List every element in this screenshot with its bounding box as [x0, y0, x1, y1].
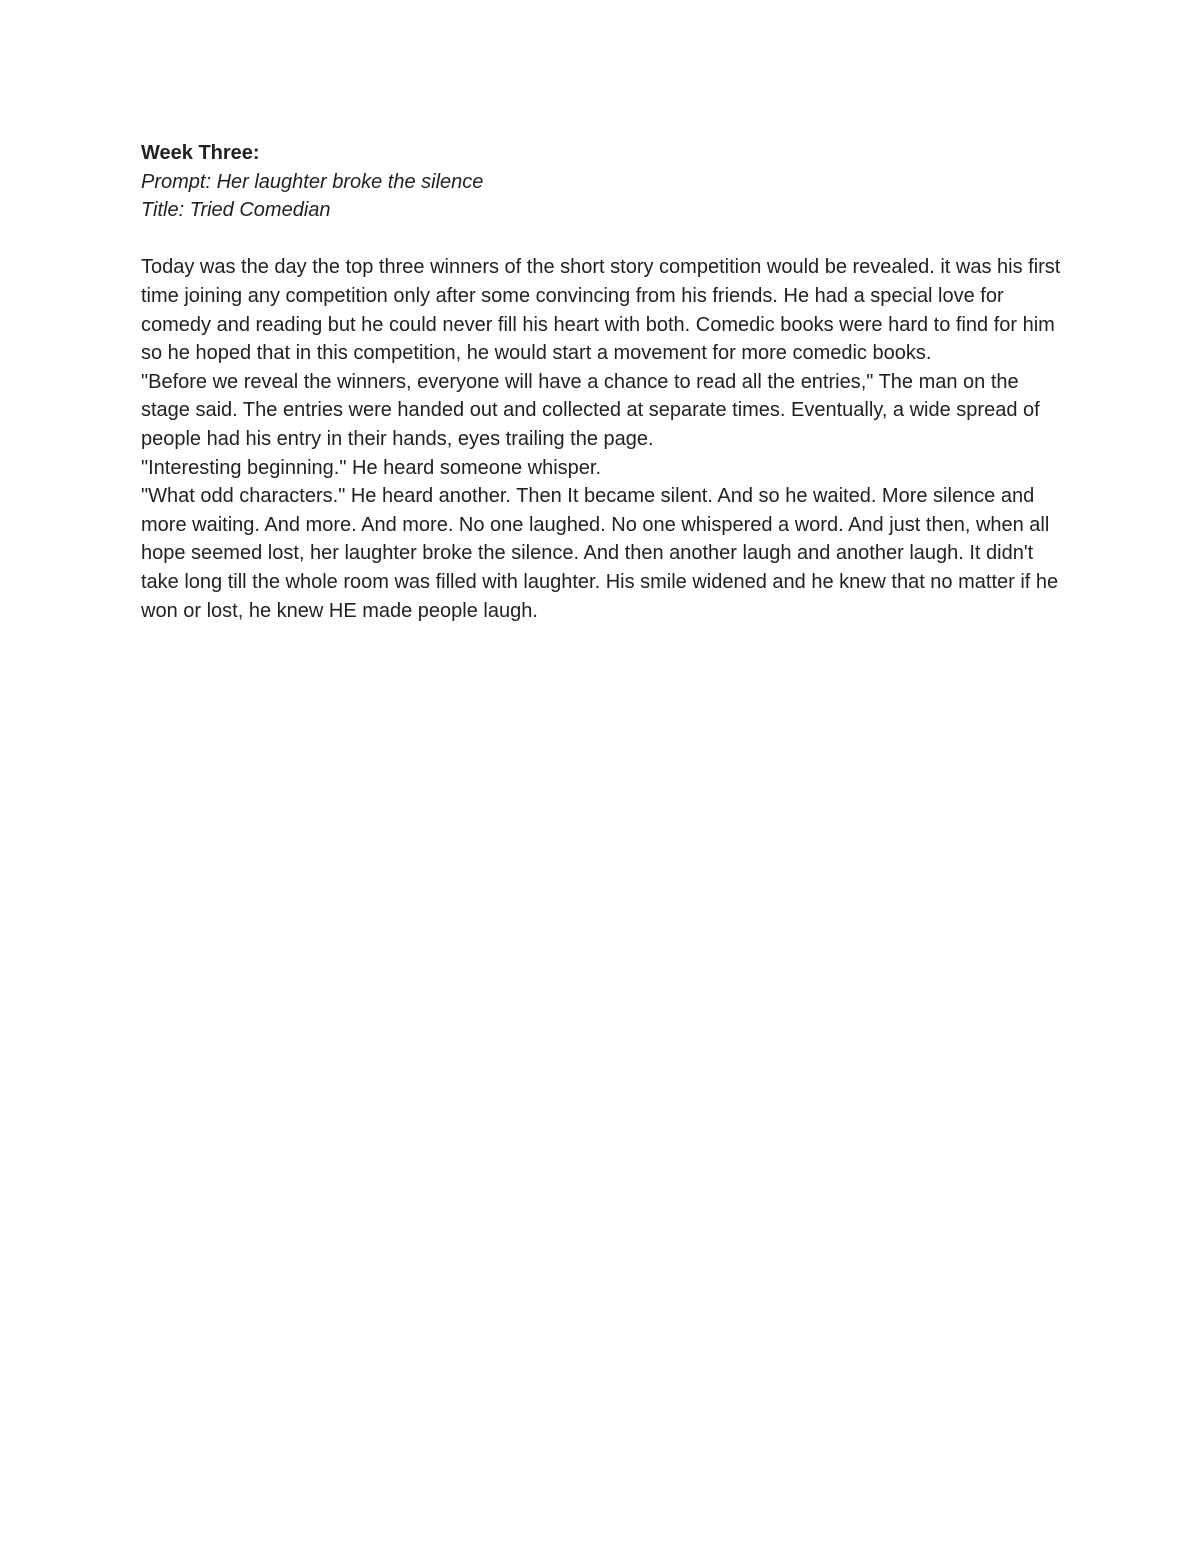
- story-title: Title: Tried Comedian: [141, 199, 331, 222]
- blank-line: [141, 225, 1066, 254]
- week-heading: Week Three:: [141, 142, 260, 164]
- story-paragraph: "Interesting beginning." He heard someone whisper.: [141, 456, 602, 479]
- story-paragraph: Today was the day the top three winners of the short story competition would be revealed. it was his first time joining any competition only after some convincing from his friends. He had a special love for comedy and reading but he could never fill his heart with both. Comedic books were hard to find for him so he hoped that in this competition, he would start a movement for more comedic books.: [141, 256, 1061, 365]
- story-paragraph: "Before we reveal the winners, everyone will have a chance to read all the entries," The man on the stage said. The entries were handed out and collected at separate times. Eventually, a wide spread of people had his entry in their hands, eyes trailing the page.: [141, 370, 1040, 450]
- story-prompt: Prompt: Her laughter broke the silence: [141, 170, 484, 193]
- document-body: [141, 139, 1066, 625]
- story-paragraph: "What odd characters." He heard another. Then It became silent. And so he waited. More silence and more waiting. And more. And more. No one laughed. No one whispered a word. And just then, when all hope seemed lost, her laughter broke the silence. And then another laugh and another laugh. It didn't take long till the whole room was filled with laughter. His smile widened and he knew that no matter if he won or lost, he knew HE made people laugh.: [141, 485, 1059, 622]
